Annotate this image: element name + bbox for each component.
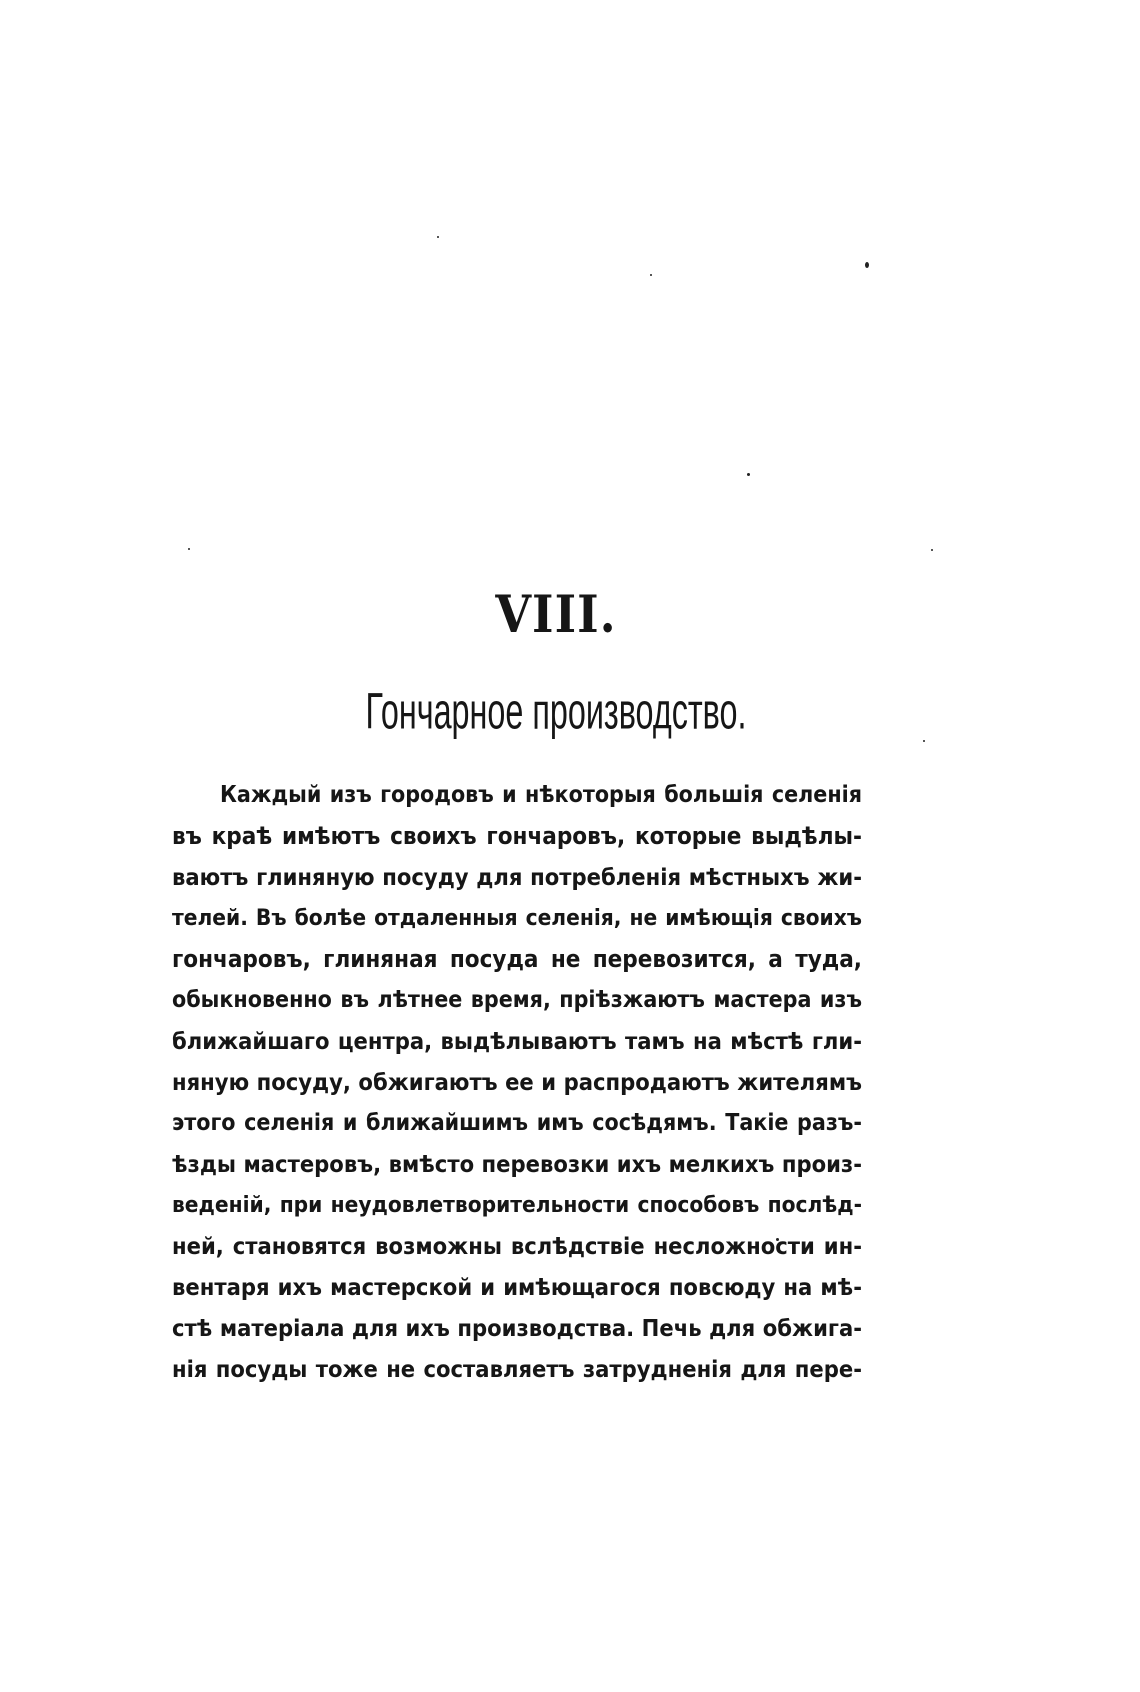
paragraph: [172, 775, 862, 1390]
text-line: телей. Въ болѣе отдаленныя селенія, не имѣющія своихъ: [172, 905, 862, 931]
text-line: обыкновенно въ лѣтнее время, пріѣзжаютъ мастера изъ: [172, 987, 862, 1013]
scan-speck: [650, 274, 652, 276]
text-line: вентаря ихъ мастерской и имѣющагося повсюду на мѣ-: [172, 1273, 862, 1301]
text-line: этого селенія и ближайшимъ имъ сосѣдямъ. Такіе разъ-: [172, 1110, 862, 1136]
scan-speck: [747, 473, 750, 476]
text-line: стѣ матеріала для ихъ производства. Печь для обжига-: [172, 1314, 862, 1342]
text-line: гончаровъ, глиняная посуда не перевозится, а туда,: [172, 945, 862, 973]
text-line: веденій, при неудовлетворительности способовъ послѣд-: [172, 1192, 862, 1218]
text-line: ваютъ глиняную посуду для потребленія мѣстныхъ жи-: [172, 863, 862, 891]
text-line: ближайшаго центра, выдѣлываютъ тамъ на мѣстѣ гли-: [172, 1027, 862, 1055]
chapter-number: VIII.: [495, 584, 617, 645]
text-line: нія посуды тоже не составляетъ затрудненія для пере-: [172, 1355, 862, 1383]
scan-speck: [931, 549, 933, 551]
scan-speck: [865, 262, 869, 268]
text-line: ней, становятся возможны вслѣдствіе несложности ин-: [172, 1232, 862, 1260]
text-line: няную посуду, обжигаютъ ее и распродаютъ жителямъ: [172, 1068, 862, 1096]
scan-speck: [188, 548, 190, 550]
text-line: Каждый изъ городовъ и нѣкоторыя большія селенія: [220, 782, 862, 808]
chapter-title: Гончарное производство.: [365, 682, 747, 740]
text-line: ѣзды мастеровъ, вмѣсто перевозки ихъ мелкихъ произ-: [172, 1150, 862, 1178]
scan-speck: [437, 236, 439, 238]
text-line: въ краѣ имѣютъ своихъ гончаровъ, которые выдѣлы-: [172, 822, 862, 850]
